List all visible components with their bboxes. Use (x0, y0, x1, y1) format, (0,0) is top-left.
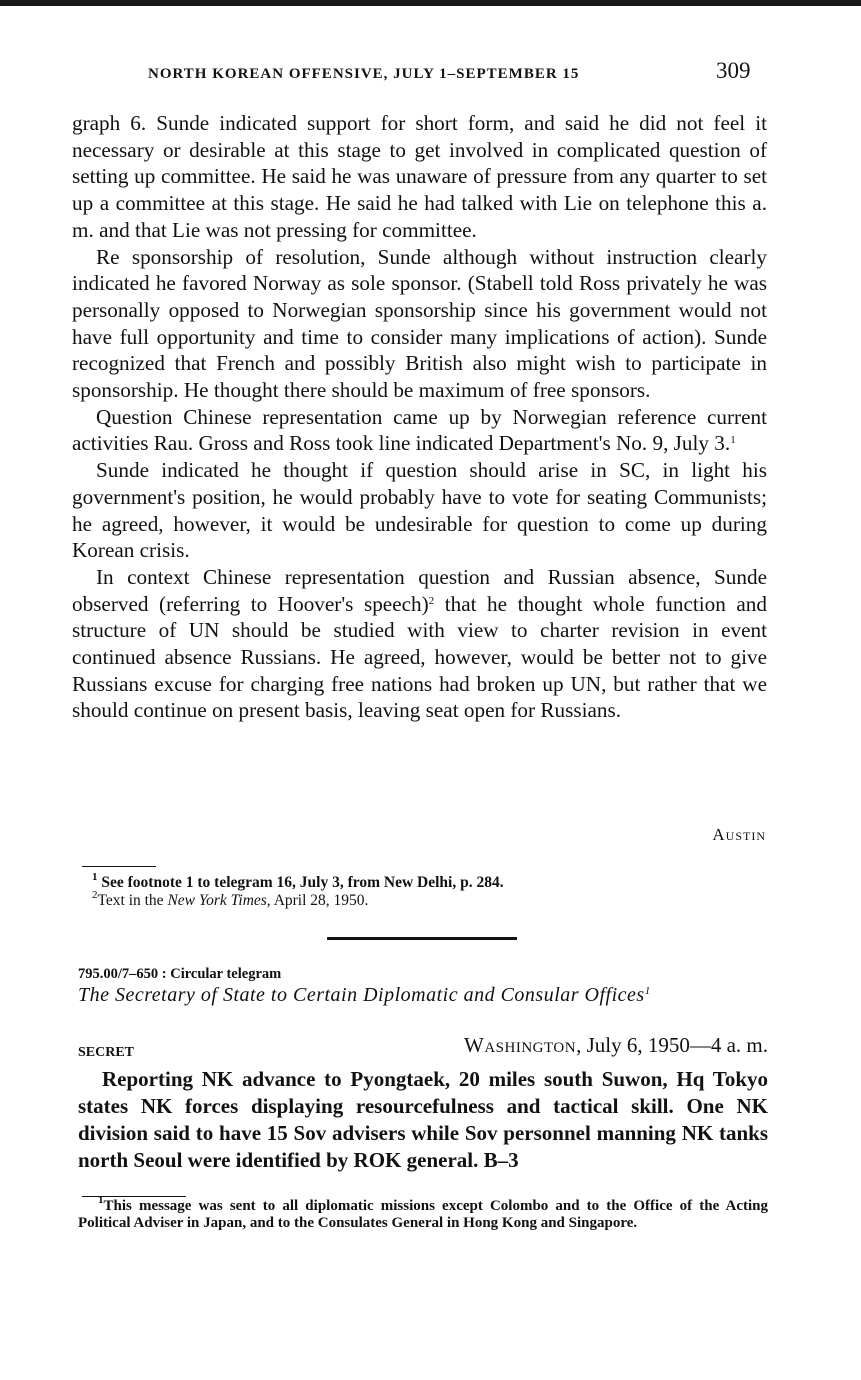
paragraph-text: In context Chinese representation question and Russian absence, Sunde observed (referring to Hoover's speech) (72, 564, 767, 616)
footnote-marker: 1 (730, 434, 736, 447)
paragraph: Reporting NK advance to Pyongtaek, 20 miles south Suwon, Hq Tokyo states NK forces displaying resourcefulness and tactical skill. One NK division said to have 15 Sov advisers while Sov personnel manning NK tanks north Seoul were identified by ROK general. B–3 (78, 1067, 768, 1172)
footnote-rule (82, 866, 156, 867)
footnote-text: , April 28, 1950. (266, 891, 369, 909)
paragraph-text: Question Chinese representation came up by Norwegian reference current activities Rau. Gross and Ross took line indicated Department's No. 9, July 3. (72, 404, 767, 456)
footnote (78, 871, 768, 892)
paragraph-text: that he thought whole function and structure of UN should be studied with view to charter revision in event continued absence Russians. He agreed, however, would be better not to give Russians excuse for charging free nations had broken up UN, but rather that we should continue on present basis, leaving seat open for Russians. (72, 591, 767, 723)
footnote-text: See footnote 1 to telegram 16, July 3, from New Delhi, p. 284. (101, 874, 504, 891)
classification-label: SECRET (78, 1045, 135, 1060)
footnote-marker: 2 (92, 888, 98, 901)
footnote-marker: 2 (428, 594, 435, 607)
paragraph (72, 404, 767, 457)
document-title (78, 984, 778, 1007)
footnote (78, 1194, 768, 1232)
dateline-date: , July 6, 1950—4 a. m. (576, 1033, 768, 1057)
file-reference: 795.00/7–650 : Circular telegram (78, 966, 282, 982)
signature: Austin (712, 825, 766, 844)
footnote-marker: 1 (98, 1194, 104, 1206)
dateline-place: Washington (464, 1033, 577, 1057)
paragraph: Re sponsorship of resolution, Sunde although without instruction clearly indicated he favored Norway as sole sponsor. (Stabell told Ross privately he was personally opposed to Norwegian sponsorship since his government would not have full opportunity and time to consider many implications of action). Sunde recognized that French and possibly British also might wish to participate in sponsorship. He thought there should be maximum of free sponsors. (72, 244, 767, 403)
footnote-text: This message was sent to all diplomatic missions except Colombo and to the Office of the Acting Political Adviser in Japan, and to the Consulates General in Hong Kong and Singapore. (78, 1198, 768, 1231)
paragraph (72, 564, 767, 724)
running-head: NORTH KOREAN OFFENSIVE, JULY 1–SEPTEMBER 15 (148, 66, 580, 82)
publication-title: New York Times (167, 891, 267, 909)
footnote-text: Text in the (97, 891, 168, 909)
paragraph: Sunde indicated he thought if question should arise in SC, in light his government's position, he would probably have to vote for seating Communists; he agreed, however, it would be undesirable for question to come up during Korean crisis. (72, 458, 767, 563)
footnote-marker: 1 (92, 871, 98, 883)
circular-body (78, 1066, 768, 1174)
footnote (78, 888, 768, 910)
footnotes (78, 1194, 768, 1232)
document-title-text: The Secretary of State to Certain Diplomatic and Consular Offices (78, 984, 645, 1006)
telegram-body (72, 110, 767, 724)
dateline (418, 1033, 768, 1058)
paragraph: graph 6. Sunde indicated support for short form, and said he did not feel it necessary or desirable at this stage to get involved in complicated question of setting up committee. He said he was unaware of pressure from any quarter to set up a committee at this stage. He said he had talked with Lie on telephone this a. m. and that Lie was not pressing for committee. (72, 111, 767, 242)
page-number: 309 (716, 58, 751, 83)
footnotes (78, 871, 768, 909)
section-divider (327, 937, 517, 940)
footnote-marker: 1 (644, 985, 651, 997)
